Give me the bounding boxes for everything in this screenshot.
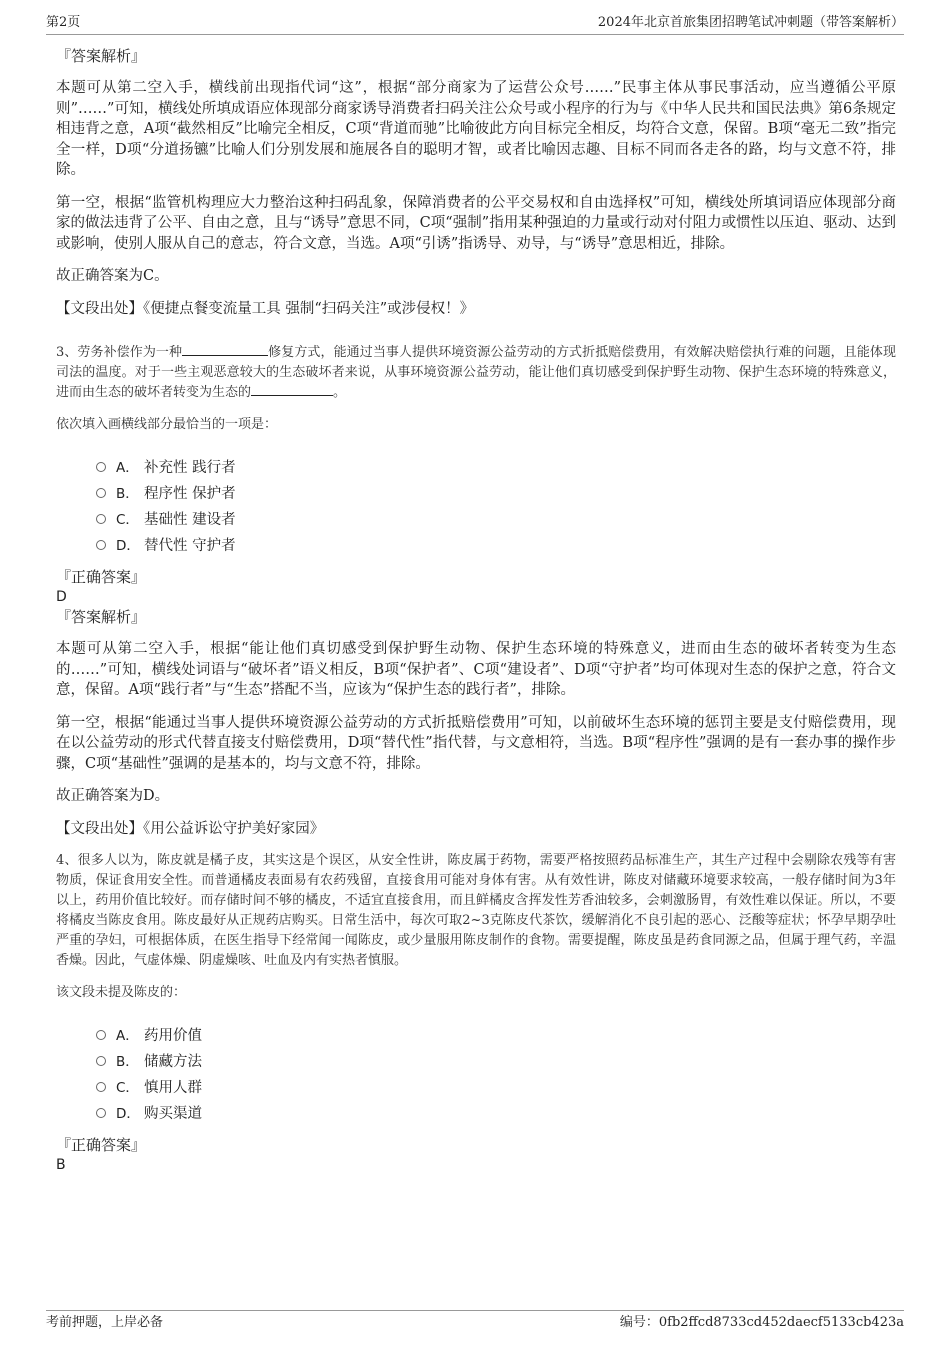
radio-button-icon[interactable] [96, 1056, 106, 1066]
option-c[interactable]: C． 基础性 建设者 [96, 507, 896, 533]
option-b[interactable]: B． 程序性 保护者 [96, 481, 896, 507]
option-d[interactable]: D． 购买渠道 [96, 1101, 896, 1127]
answer-value: D [56, 589, 67, 605]
question-4-prompt: 该文段未提及陈皮的： [56, 985, 187, 1000]
question-4-options [96, 1023, 896, 1127]
blank-line [182, 343, 268, 356]
analysis-paragraph: 本题可从第二空入手，横线前出现指代词“这”，根据“部分商家为了运营公众号……”民事主体从事民事活动，应当遵循公平原则”……”可知，横线处所填成语应体现部分商家诱导消费者扫码关注公众号或小程序的行为与《中华人民共和国民法典》第6条规定相违背之意，A项“截然相反”比喻完全相反，C项“背道而驰”比喻彼此方向目标完全相反，均符合文意，保留。B项“毫无二致”指完全一样，D项“分道扬镳”比喻人们分别发展和施展各自的聪明才智，或者比喻因志趣、目标不同而各走各的路，均与文意不符，排除。 [56, 80, 896, 178]
document-id: 编号：0fb2ffcd8733cd452daecf5133cb423a [619, 1315, 904, 1330]
conclusion: 故正确答案为D。 [56, 788, 170, 804]
option-a[interactable]: A． 补充性 践行者 [96, 455, 896, 481]
option-d[interactable]: D． 替代性 守护者 [96, 533, 896, 559]
page-header [46, 14, 904, 35]
option-c[interactable]: C． 慎用人群 [96, 1075, 896, 1101]
question-4-stem: 4、很多人以为，陈皮就是橘子皮，其实这是个误区，从安全性讲，陈皮属于药物，需要严格按照药品标准生产，其生产过程中会剔除农残等有害物质，保证食用安全性。而普通橘皮表面易有农药残留，直接食用可能对身体有害。从有效性讲，陈皮对储藏环境要求较高，一般存储时间为3年以上，药用价值比较好。而存储时间不够的橘皮，不适宜直接食用，而且鲜橘皮含挥发性芳香油较多，会刺激肠胃，有效性难以保证。所以，不要将橘皮当陈皮食用。陈皮最好从正规药店购买。日常生活中，每次可取2~3克陈皮代茶饮，缓解消化不良引起的恶心、泛酸等症状；怀孕早期孕吐严重的孕妇，可根据体质，在医生指导下经常闻一闻陈皮，或少量服用陈皮制作的食物。需要提醒，陈皮虽是药食同源之品，但属于理气药，辛温香燥。因此，气虚体燥、阴虚燥咳、吐血及内有实热者慎服。 [56, 853, 896, 968]
radio-button-icon[interactable] [96, 1082, 106, 1092]
radio-button-icon[interactable] [96, 488, 106, 498]
option-b[interactable]: B． 储藏方法 [96, 1049, 896, 1075]
question-3-stem: 3、劳务补偿作为一种 修复方式，能通过当事人提供环境资源公益劳动的方式折抵赔偿费用，有效解决赔偿执行难的问题，且能体现司法的温度。对于一些主观恶意较大的生态破坏者来说，从事环境资源公益劳动，能让他们真切感受到保护野生动物、保护生态环境的特殊意义，进而由生态的破坏者转变为生态的 。 [56, 345, 896, 400]
radio-button-icon[interactable] [96, 540, 106, 550]
blank-line [251, 383, 333, 396]
page-footer [46, 1310, 904, 1333]
main-content [56, 46, 896, 1175]
question-3-options [96, 455, 896, 559]
radio-button-icon[interactable] [96, 462, 106, 472]
radio-button-icon[interactable] [96, 1108, 106, 1118]
question-3-prompt: 依次填入画横线部分最恰当的一项是： [56, 417, 278, 432]
source-citation: 【文段出处】《用公益诉讼守护美好家园》 [56, 820, 325, 837]
page-number: 第2页 [46, 15, 81, 30]
option-a[interactable]: A． 药用价值 [96, 1023, 896, 1049]
answer-label: 『正确答案』 [56, 1136, 147, 1154]
document-title: 2024年北京首旅集团招聘笔试冲刺题（带答案解析） [597, 15, 904, 30]
analysis-paragraph: 本题可从第二空入手，根据“能让他们真切感受到保护野生动物、保护生态环境的特殊意义，进而由生态的破坏者转变为生态的……”可知，横线处词语与“破坏者”语义相反，B项“保护者”、C项“建设者”、D项“守护者”均可体现对生态的保护之意，符合文意，保留。A项“践行者”与“生态”搭配不当，应该为“保护生态的践行者”，排除。 [56, 641, 896, 698]
conclusion: 故正确答案为C。 [56, 268, 169, 284]
analysis-label: 『答案解析』 [56, 608, 147, 626]
answer-value: B [56, 1157, 66, 1173]
analysis-paragraph: 第一空，根据“监管机构理应大力整治这种扫码乱象，保障消费者的公平交易权和自由选择权”可知，横线处所填词语应体现部分商家的做法违背了公平、自由之意，且与“诱导”意思不同，C项“强制”指用某种强迫的力量或行动对付阻力或惯性以压迫、驱动、达到或影响，使别人服从自己的意志，符合文意，当选。A项“引诱”指诱导、劝导，与“诱导”意思相近，排除。 [56, 194, 896, 252]
radio-button-icon[interactable] [96, 514, 106, 524]
analysis-paragraph: 第一空，根据“能通过当事人提供环境资源公益劳动的方式折抵赔偿费用”可知，以前破坏生态环境的惩罚主要是支付赔偿费用，现在以公益劳动的形式代替直接支付赔偿费用，D项“替代性”指代替，与文意相符，当选。B项“程序性”强调的是有一套办事的操作步骤，C项“基础性”强调的是基本的，均与文意不符，排除。 [56, 714, 896, 772]
answer-label: 『正确答案』 [56, 568, 147, 586]
source-citation: 【文段出处】《便捷点餐变流量工具 强制“扫码关注”或涉侵权！》 [56, 300, 475, 317]
footer-slogan: 考前押题，上岸必备 [46, 1315, 164, 1330]
radio-button-icon[interactable] [96, 1030, 106, 1040]
analysis-label: 『答案解析』 [56, 47, 147, 65]
